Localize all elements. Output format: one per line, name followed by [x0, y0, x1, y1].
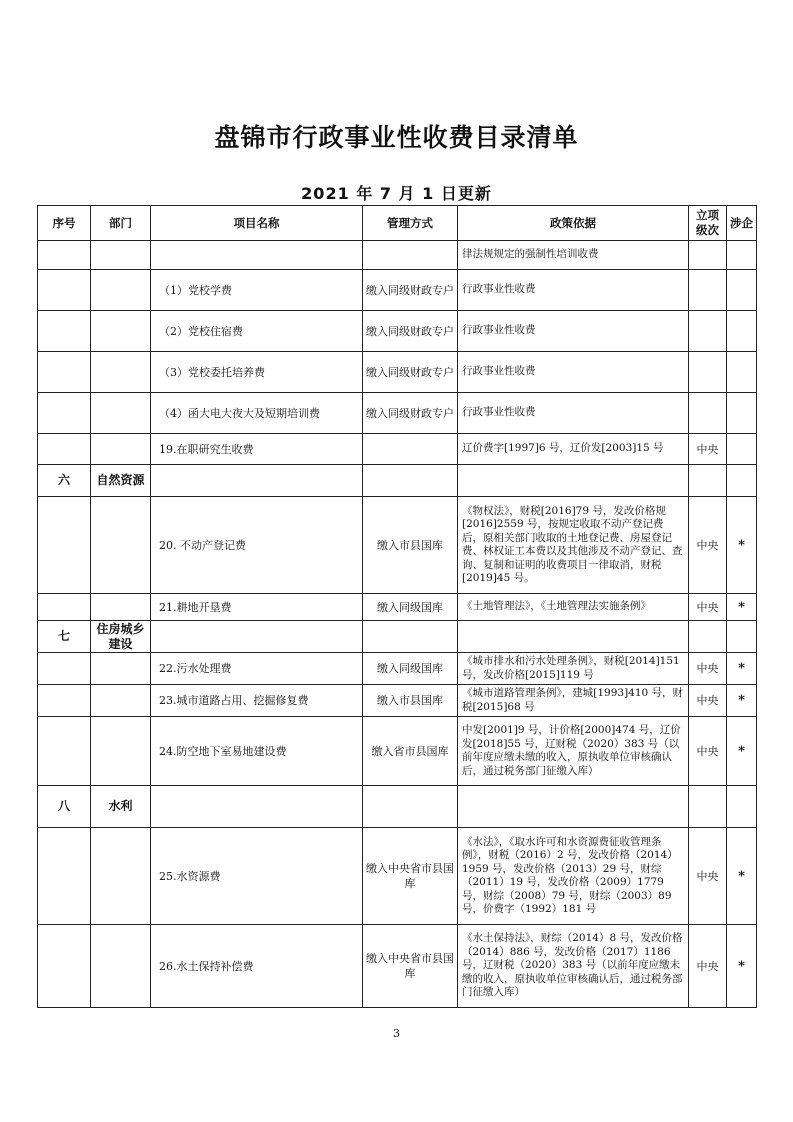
row-seq [38, 352, 91, 393]
row-dept [91, 925, 151, 1008]
category-row [38, 621, 757, 653]
row-mgmt: 缴入中央省市县国库 [363, 925, 458, 1008]
row-level: 中央 [689, 685, 727, 717]
page-number: 3 [393, 1027, 400, 1040]
table-row [38, 393, 757, 434]
row-mgmt: 缴入同级财政专户 [363, 393, 458, 434]
row-seq [38, 270, 91, 311]
row-name: 25.水资源费 [151, 828, 363, 925]
page-title: 盘锦市行政事业性收费目录清单 [214, 123, 579, 152]
update-date: 2021 年 7 月 1 日更新 [301, 184, 492, 203]
row-ent: * [727, 925, 757, 1008]
row-name: 26.水土保持补偿费 [151, 925, 363, 1008]
row-basis: 律法规规定的强制性培训收费 [458, 241, 689, 270]
row-mgmt [363, 241, 458, 270]
row-ent: * [727, 828, 757, 925]
row-seq [38, 594, 91, 621]
row-level: 中央 [689, 594, 727, 621]
row-seq [38, 685, 91, 717]
row-name [151, 621, 363, 653]
row-seq: 六 [38, 465, 91, 497]
row-level: 中央 [689, 653, 727, 685]
row-ent: * [727, 685, 757, 717]
row-basis [458, 786, 689, 828]
row-basis: 《水法》，《取水许可和水资源费征收管理条例》，财税（2016）2 号，发改价格（2014）1959 号，发改价格（2013）29 号，财综（2011）19 号，发改价格（2009）1779 号，财综（2008）79 号，财综（2003）89 号，价费字（1992）181 号 [458, 828, 689, 925]
row-dept [91, 434, 151, 465]
row-basis: 行政事业性收费 [458, 270, 689, 311]
row-ent [727, 393, 757, 434]
row-dept [91, 241, 151, 270]
header-level: 立项级次 [689, 206, 727, 241]
header-mgmt: 管理方式 [363, 206, 458, 241]
row-name [151, 241, 363, 270]
row-name: （2）党校住宿费 [151, 311, 363, 352]
row-seq [38, 241, 91, 270]
row-name [151, 465, 363, 497]
row-dept [91, 497, 151, 594]
row-level [689, 241, 727, 270]
row-dept [91, 352, 151, 393]
table-row [38, 717, 757, 786]
row-dept [91, 653, 151, 685]
row-ent: * [727, 497, 757, 594]
row-basis: 《土地管理法》，《土地管理法实施条例》 [458, 594, 689, 621]
row-ent [727, 352, 757, 393]
table-row [38, 828, 757, 925]
row-name: 21.耕地开垦费 [151, 594, 363, 621]
category-row [38, 465, 757, 497]
row-dept [91, 594, 151, 621]
row-seq: 七 [38, 621, 91, 653]
row-ent [727, 434, 757, 465]
row-mgmt: 缴入同级国库 [363, 594, 458, 621]
row-level [689, 786, 727, 828]
row-basis: 《水土保持法》，财综（2014）8 号，发改价格（2014）886 号，发改价格（2017）1186 号，辽财税（2020）383 号（以前年度应缴未缴的收入，原执收单位审核确认后，通过税务部门征缴入库） [458, 925, 689, 1008]
category-row [38, 786, 757, 828]
row-mgmt [363, 786, 458, 828]
row-level [689, 270, 727, 311]
row-name: 20. 不动产登记费 [151, 497, 363, 594]
row-mgmt: 缴入市县国库 [363, 685, 458, 717]
row-mgmt: 缴入省市县国库 [363, 717, 458, 786]
row-dept [91, 311, 151, 352]
row-seq [38, 393, 91, 434]
row-mgmt [363, 465, 458, 497]
row-basis: 行政事业性收费 [458, 352, 689, 393]
row-ent: * [727, 717, 757, 786]
row-dept [91, 685, 151, 717]
row-basis: 辽价费字[1997]6 号，辽价发[2003]15 号 [458, 434, 689, 465]
row-name: 24.防空地下室易地建设费 [151, 717, 363, 786]
row-mgmt: 缴入同级财政专户 [363, 270, 458, 311]
row-basis: 《城市道路管理条例》，建城[1993]410 号，财税[2015]68 号 [458, 685, 689, 717]
header-seq: 序号 [38, 206, 91, 241]
row-dept: 水利 [91, 786, 151, 828]
row-mgmt: 缴入同级财政专户 [363, 352, 458, 393]
row-dept [91, 828, 151, 925]
row-level: 中央 [689, 828, 727, 925]
row-basis: 中发[2001]9 号，计价格[2000]474 号，辽价发[2018]55 号，辽财税（2020）383 号（以前年度应缴未缴的收入，原执收单位审核确认后，通过税务部门征缴入库） [458, 717, 689, 786]
header-basis: 政策依据 [458, 206, 689, 241]
row-name: （3）党校委托培养费 [151, 352, 363, 393]
row-name: （4）函大电大夜大及短期培训费 [151, 393, 363, 434]
row-ent [727, 621, 757, 653]
row-dept: 自然资源 [91, 465, 151, 497]
row-level [689, 621, 727, 653]
table-row [38, 241, 757, 270]
table-row [38, 594, 757, 621]
row-mgmt: 缴入市县国库 [363, 497, 458, 594]
row-name: 19.在职研究生收费 [151, 434, 363, 465]
row-dept [91, 270, 151, 311]
table-row [38, 925, 757, 1008]
fee-catalog-table [37, 205, 757, 1008]
header-ent: 涉企 [727, 206, 757, 241]
row-seq [38, 434, 91, 465]
row-mgmt: 缴入同级国库 [363, 653, 458, 685]
row-level: 中央 [689, 497, 727, 594]
row-basis: 《物权法》，财税[2016]79 号，发改价格规[2016]2559 号，按规定收取不动产登记费后，原相关部门收取的土地登记费、房屋登记费、林权证工本费以及其他涉及不动产登记、查询、复制和证明的收费项目一律取消，财税[2019]45 号。 [458, 497, 689, 594]
row-seq [38, 653, 91, 685]
row-ent [727, 270, 757, 311]
row-basis: 行政事业性收费 [458, 311, 689, 352]
header-dept: 部门 [91, 206, 151, 241]
row-level [689, 465, 727, 497]
table-row [38, 497, 757, 594]
row-level: 中央 [689, 925, 727, 1008]
row-basis [458, 621, 689, 653]
row-seq [38, 925, 91, 1008]
row-name: 22.污水处理费 [151, 653, 363, 685]
row-ent [727, 241, 757, 270]
row-mgmt: 缴入同级财政专户 [363, 311, 458, 352]
row-basis: 《城市排水和污水处理条例》，财税[2014]151 号，发改价格[2015]119 号 [458, 653, 689, 685]
table-row [38, 270, 757, 311]
row-ent: * [727, 653, 757, 685]
row-ent [727, 786, 757, 828]
row-name: 23.城市道路占用、挖掘修复费 [151, 685, 363, 717]
row-ent: * [727, 594, 757, 621]
table-row [38, 434, 757, 465]
row-ent [727, 465, 757, 497]
row-mgmt [363, 434, 458, 465]
row-mgmt: 缴入中央省市县国库 [363, 828, 458, 925]
row-seq [38, 497, 91, 594]
row-level: 中央 [689, 717, 727, 786]
row-seq [38, 828, 91, 925]
row-seq: 八 [38, 786, 91, 828]
row-mgmt [363, 621, 458, 653]
row-dept [91, 717, 151, 786]
table-row [38, 653, 757, 685]
row-level [689, 311, 727, 352]
table-row [38, 352, 757, 393]
row-name: （1）党校学费 [151, 270, 363, 311]
row-ent [727, 311, 757, 352]
row-basis [458, 465, 689, 497]
table-header-row [38, 206, 757, 241]
row-level: 中央 [689, 434, 727, 465]
row-seq [38, 717, 91, 786]
row-dept [91, 393, 151, 434]
row-level [689, 393, 727, 434]
row-level [689, 352, 727, 393]
header-name: 项目名称 [151, 206, 363, 241]
row-dept: 住房城乡建设 [91, 621, 151, 653]
table-row [38, 311, 757, 352]
row-seq [38, 311, 91, 352]
row-name [151, 786, 363, 828]
table-row [38, 685, 757, 717]
row-basis: 行政事业性收费 [458, 393, 689, 434]
